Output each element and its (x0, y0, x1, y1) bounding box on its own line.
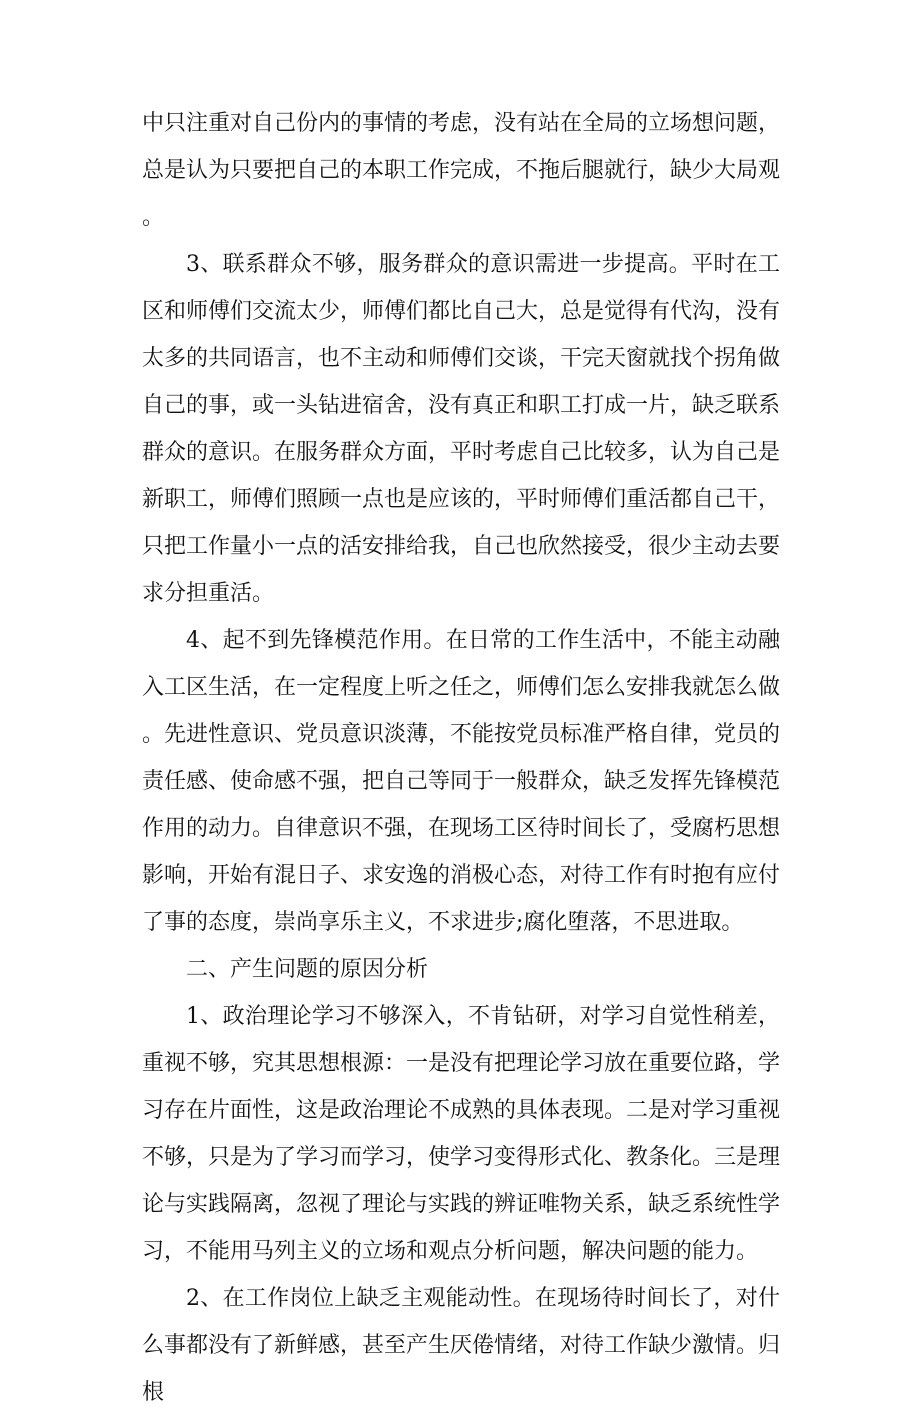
paragraph-continuation: 中只注重对自己份内的事情的考虑，没有站在全局的立场想问题，总是认为只要把自己的本职工作完成，不拖后腿就行，缺少大局观。 (142, 111, 781, 230)
paragraph-cause-2: 2、在工作岗位上缺乏主观能动性。在现场待时间长了，对什么事都没有了新鲜感，甚至产生厌倦情绪，对待工作缺少激情。归根 (142, 1286, 781, 1405)
paragraph-item-4: 4、起不到先锋模范作用。在日常的工作生活中，不能主动融入工区生活，在一定程度上听之任之，师傅们怎么安排我就怎么做。先进性意识、党员意识淡薄，不能按党员标准严格自律，党员的责任感、使命感不强，把自己等同于一般群众，缺乏发挥先锋模范作用的动力。自律意识不强，在现场工区待时间长了，受腐朽思想影响，开始有混日子、求安逸的消极心态，对待工作有时抱有应付了事的态度，崇尚享乐主义，不求进步;腐化堕落，不思进取。 (142, 628, 781, 935)
document-page (142, 100, 780, 1416)
section-heading-cause-analysis: 二、产生问题的原因分析 (186, 957, 429, 982)
paragraph-item-3: 3、联系群众不够，服务群众的意识需进一步提高。平时在工区和师傅们交流太少，师傅们都比自己大，总是觉得有代沟，没有太多的共同语言，也不主动和师傅们交谈，干完天窗就找个拐角做自己的事，或一头钻进宿舍，没有真正和职工打成一片，缺乏联系群众的意识。在服务群众方面，平时考虑自己比较多，认为自己是新职工，师傅们照顾一点也是应该的，平时师傅们重活都自己干，只把工作量小一点的活安排给我，自己也欣然接受，很少主动去要求分担重活。 (142, 252, 781, 606)
paragraph-cause-1: 1、政治理论学习不够深入，不肯钻研，对学习自觉性稍差，重视不够，究其思想根源：一是没有把理论学习放在重要位路，学习存在片面性，这是政治理论不成熟的具体表现。二是对学习重视不够，只是为了学习而学习，使学习变得形式化、教条化。三是理论与实践隔离，忽视了理论与实践的辨证唯物关系，缺乏系统性学习，不能用马列主义的立场和观点分析问题，解决问题的能力。 (142, 1004, 781, 1264)
